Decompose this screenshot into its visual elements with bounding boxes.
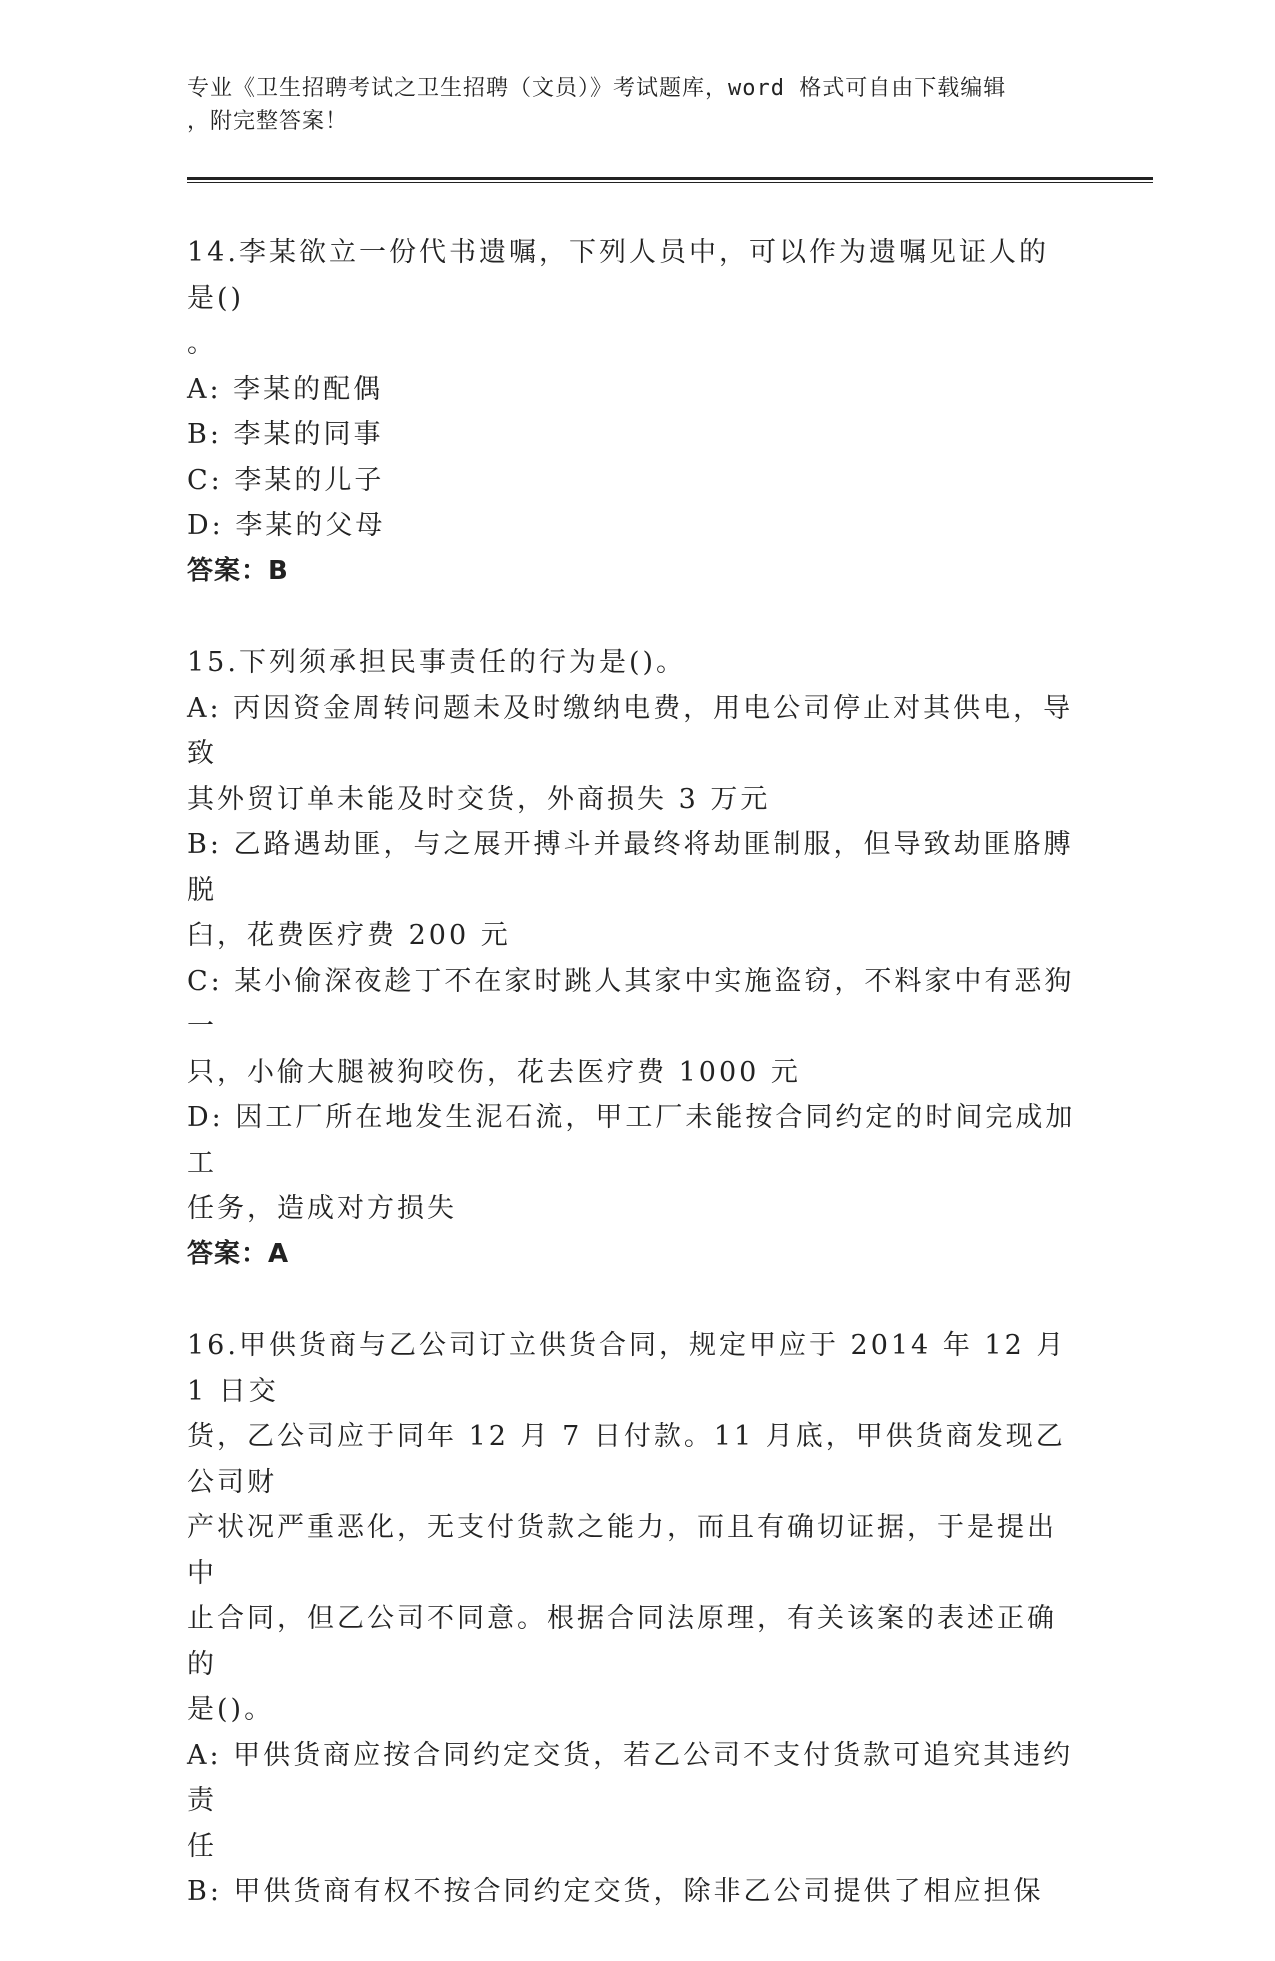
question-15 <box>187 640 1077 1277</box>
option-a: A: 丙因资金周转问题未及时缴纳电费，用电公司停止对其供电，导致 <box>187 692 1074 769</box>
question-stem-line: 14.李某欲立一份代书遗嘱，下列人员中，可以作为遗嘱见证人的是() <box>187 237 1049 314</box>
question-stem-line: 16.甲供货商与乙公司订立供货合同，规定甲应于 2014 年 12 月 1 日交 <box>187 1330 1067 1407</box>
option-a-continued: 任 <box>187 1830 217 1862</box>
question-stem-line: 。 <box>187 328 217 359</box>
header-divider-thin <box>187 182 1153 183</box>
question-list <box>187 230 1077 1961</box>
question-stem-line: 货，乙公司应于同年 12 月 7 日付款。11 月底，甲供货商发现乙公司财 <box>187 1421 1066 1498</box>
document-header <box>187 72 1067 138</box>
option-b-continued: 臼，花费医疗费 200 元 <box>187 920 511 951</box>
answer-label: 答案：A <box>187 1238 290 1269</box>
option-d-continued: 任务，造成对方损失 <box>187 1193 457 1224</box>
question-stem-line: 15.下列须承担民事责任的行为是()。 <box>187 647 687 678</box>
option-a: A: 李某的配偶 <box>187 373 384 405</box>
option-c: C: 某小偷深夜趁丁不在家时跳人其家中实施盗窃，不料家中有恶狗一 <box>187 965 1075 1042</box>
answer-label: 答案：B <box>187 555 289 586</box>
header-line-1: 专业《卫生招聘考试之卫生招聘（文员）》考试题库，word 格式可自由下载编辑 <box>187 76 1007 101</box>
option-b: B: 李某的同事 <box>187 419 384 450</box>
header-line-2: ，附完整答案！ <box>187 109 349 134</box>
question-stem-line: 止合同，但乙公司不同意。根据合同法原理，有关该案的表述正确的 <box>187 1603 1057 1680</box>
option-d: D: 李某的父母 <box>187 510 386 541</box>
option-a: A: 甲供货商应按合同约定交货，若乙公司不支付货款可追究其违约责 <box>187 1739 1074 1816</box>
option-a-continued: 其外贸订单未能及时交货，外商损失 3 万元 <box>187 783 771 815</box>
option-d: D: 因工厂所在地发生泥石流，甲工厂未能按合同约定的时间完成加工 <box>187 1102 1076 1179</box>
question-16 <box>187 1323 1077 1915</box>
option-b: B: 乙路遇劫匪，与之展开搏斗并最终将劫匪制服，但导致劫匪胳膊脱 <box>187 829 1074 906</box>
option-b: B: 甲供货商有权不按合同约定交货，除非乙公司提供了相应担保 <box>187 1876 1044 1907</box>
question-stem-line: 是()。 <box>187 1694 275 1725</box>
question-14 <box>187 230 1077 594</box>
option-c: C: 李某的儿子 <box>187 464 385 496</box>
option-c-continued: 只，小偷大腿被狗咬伤，花去医疗费 1000 元 <box>187 1056 801 1088</box>
question-stem-line: 产状况严重恶化，无支付货款之能力，而且有确切证据，于是提出中 <box>187 1512 1057 1589</box>
header-divider-thick <box>187 177 1153 180</box>
